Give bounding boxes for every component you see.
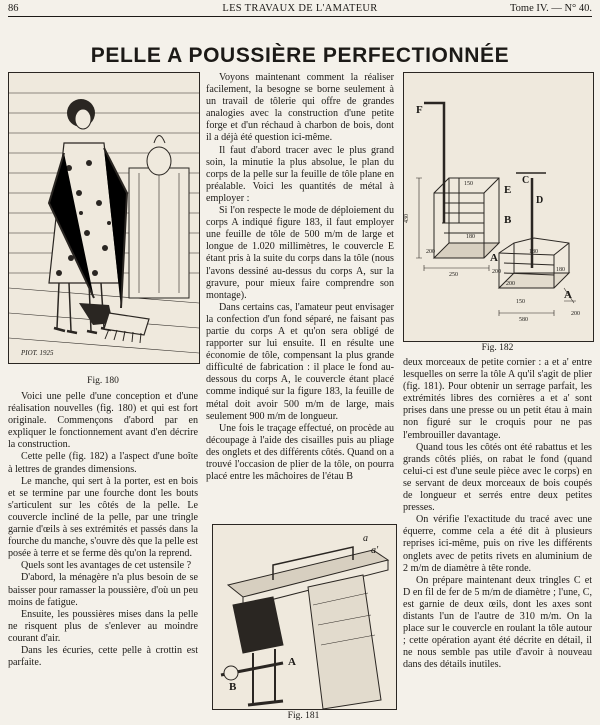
dimension-label: 200 bbox=[506, 281, 515, 287]
dimension-label: 150 bbox=[516, 299, 525, 305]
volume-issue: Tome IV. — N° 40. bbox=[509, 3, 592, 14]
label-a-prime: a' bbox=[371, 545, 379, 556]
paragraph: Dans les écuries, cette pelle à crottin est parfaite. bbox=[8, 644, 198, 669]
text-column-3 bbox=[403, 357, 592, 671]
figure-180-caption: Fig. 180 bbox=[87, 376, 119, 386]
paragraph: Voyons maintenant comment la réaliser facilement, la besogne se borne seulement à un travail de tôlerie qui offre de grandes analogies avec la construction d'une petite forge et d'un réchaud à charbon de bois, dont il a déjà été question ici-même. bbox=[206, 72, 394, 144]
vice-bending-drawing bbox=[213, 525, 396, 709]
paragraph: Une fois le traçage effectué, on procède au découpage à l'aide des cisailles puis au pliage des onglets et des différents côtés. Quand on a trouvé l'occasion de plier de la tôle, on pourra placé entre les mâchoires de l'étau B bbox=[206, 422, 394, 483]
label-E: E bbox=[504, 184, 512, 196]
figure-180-illustration bbox=[8, 72, 200, 364]
paragraph: Dans certains cas, l'amateur peut envisager la confection d'un fond séparé, ne faisant pas partie du corps A et qu'on sera obligé de rapporter sur lui ensuite. Il en résulte une économie de tôle, compensant la plus grande difficulté de fabrication : il place le fond au-dessous du corps A, le couvercle étant placé comme indiqué sur la figure 183, la feuille de métal doit avoir 500 m/m de large, mais seulement 900 m/m de longueur. bbox=[206, 301, 394, 422]
label-B: B bbox=[229, 681, 237, 693]
paragraph: deux morceaux de petite cornier : a et a' entre lesquelles on serre la tôle A qu'il s'agit de plier (fig. 181). Pour obtenir un serrage parfait, les extrémités libres des cornières a et a' sont prises dans une presse ou un petit étau à main non figuré sur le croquis pour ne pas l'embrouiller davantage. bbox=[403, 357, 592, 441]
dimension-label: 150 bbox=[464, 181, 473, 187]
figure-180-signature: PIOT. 1925 bbox=[21, 349, 54, 357]
label-D: D bbox=[536, 195, 544, 206]
label-B: B bbox=[504, 214, 512, 226]
text-column-2 bbox=[206, 72, 394, 483]
dimension-label: 180 bbox=[529, 249, 538, 255]
paragraph: On prépare maintenant deux tringles C et D en fil de fer de 5 m/m de diamètre ; l'une, C, est garnie de deux œils, dont les axes sont distants l'un de l'autre de 310 m/m. On la place sur le couvercle en roulant la tôle autour ; cette opération ayant été décrite en détail, il ne nous semble pas utile d'avoir à nouveau dans des détails inutiles. bbox=[403, 574, 592, 671]
text-column-1 bbox=[8, 391, 198, 669]
paragraph: Quand tous les côtés ont été rabattus et les grands côtés pliés, on rabat le fond (quand celui-ci est d'une seule pièce avec le corps) en se servant de deux morceaux de bois coupés de longueur et serrés entre deux petites presses. bbox=[403, 441, 592, 514]
dimension-label: 200 bbox=[426, 249, 435, 255]
paragraph: Ensuite, les poussières mises dans la pelle ne risquent plus de s'enlever au moindre courant d'air. bbox=[8, 608, 198, 644]
label-a: a bbox=[363, 533, 368, 544]
paragraph: Il faut d'abord tracer avec le plus grand soin, la minutie la plus absolue, le plan du corps de la pelle sur la feuille de tôle plane en préalable. Voici les quantités de métal à employer : bbox=[206, 144, 394, 204]
paragraph: Voici une pelle d'une conception et d'une réalisation nouvelles (fig. 180) et qui est fort originale. Commençons d'abord par en expliquer le fonctionnement avant d'en décrire la construction. bbox=[8, 391, 198, 451]
dimension-label: 580 bbox=[519, 317, 528, 323]
woman-sweeping-drawing bbox=[9, 73, 199, 363]
label-C: C bbox=[522, 175, 530, 186]
label-A-top: A bbox=[490, 252, 498, 264]
figure-182-caption: Fig. 182 bbox=[481, 343, 514, 353]
dust-pan-construction-drawing bbox=[404, 73, 593, 341]
dimension-label: 180 bbox=[466, 234, 475, 240]
figure-182-diagram bbox=[403, 72, 594, 342]
label-A: A bbox=[288, 656, 296, 668]
page-number: 86 bbox=[8, 3, 19, 14]
dimension-label: 430 bbox=[404, 214, 410, 223]
figure-181-diagram bbox=[212, 524, 397, 710]
paragraph: Si l'on respecte le mode de déploiement du corps A indiqué figure 183, il faut employer une feuille de tôle de 500 m/m de large et longue de 1.020 millimètres, le couvercle E étant pris à la suite du corps dans la tôle (nous l'avons dessiné au-dessus du corps A, sur la gravure, pour mieux faire comprendre son montage). bbox=[206, 205, 394, 301]
paragraph: Le manche, qui sert à la porter, est en bois et se termine par une fourche dont les bouts s'articulent sur les côtés de la pelle. Le couvercle incliné de la pelle, par une tringle garnie d'œils à ses extrémités et passés dans la fourche du manche, s'ouvre dès que la pelle est posée à terre et se ferme dès qu'on la reprend. bbox=[8, 475, 198, 560]
figure-181-caption: Fig. 181 bbox=[287, 711, 320, 721]
dimension-label: 200 bbox=[571, 311, 580, 317]
label-F: F bbox=[416, 104, 423, 116]
dimension-label: 200 bbox=[492, 269, 501, 275]
article-title: PELLE A POUSSIÈRE PERFECTIONNÉE bbox=[90, 44, 510, 67]
paragraph: D'abord, la ménagère n'a plus besoin de se baisser pour ramasser la poussière, d'où un peu moins de fatigue. bbox=[8, 572, 198, 608]
dimension-label: 250 bbox=[449, 272, 458, 278]
label-A-bottom: A bbox=[564, 289, 572, 301]
paragraph: Quels sont les avantages de cet ustensile ? bbox=[21, 560, 192, 572]
paragraph: On vérifie l'exactitude du tracé avec une équerre, comme cela a été dit à plusieurs reprises ici-même, puis on rive les différents onglets avec de petits rivets en aluminium de 2 m/m de diamètre à tête ronde. bbox=[403, 514, 592, 574]
dimension-label: 180 bbox=[556, 267, 565, 273]
paragraph: Cette pelle (fig. 182) a l'aspect d'une boîte à lettres de grandes dimensions. bbox=[8, 451, 198, 475]
running-header bbox=[8, 2, 592, 17]
journal-title: LES TRAVAUX DE L'AMATEUR bbox=[222, 3, 378, 14]
